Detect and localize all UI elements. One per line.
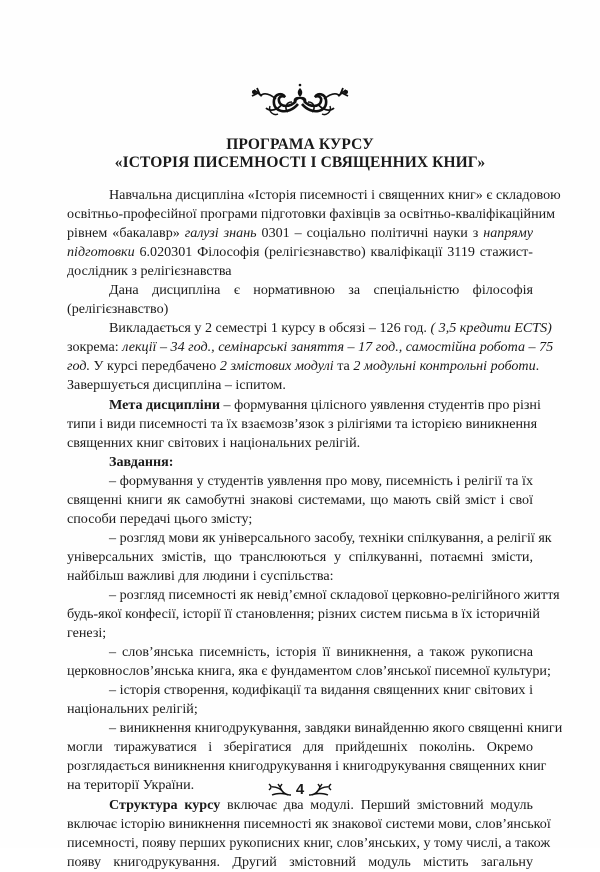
italic-text: підготовки: [67, 244, 135, 261]
text-line: національних релігій;: [67, 701, 198, 718]
bold-text: Структура курсу: [109, 796, 221, 813]
text-line: генезі;: [67, 625, 107, 642]
italic-text: лекції – 34 год., семінарські заняття – 17 год., самостійна робота – 75: [122, 339, 554, 356]
title-line-2: «ІСТОРІЯ ПИСЕМНОСТІ І СВЯЩЕННИХ КНИГ»: [114, 154, 486, 171]
text-line: священні книги як самобутні знакові системами, що мають свій зміст і свої: [67, 491, 533, 508]
text-line: типи і види писемності та їх взаємозв’язок з рілігіями та історією виникнення: [67, 415, 538, 432]
italic-text: галузі знань: [184, 225, 257, 242]
floral-ornament-icon: [248, 82, 352, 118]
bold-text: Завдання:: [109, 453, 174, 470]
text-line: будь-якої конфесії, історії її становлення; різних систем письма в їх історичній: [67, 606, 540, 623]
text-line: Викладається у 2 семестрі 1 курсу в обсязі – 126 год. ( 3,5 кредити ECTS): [109, 320, 552, 337]
text-line: Навчальна дисципліна «Історія писемності і священних книг» є складовою: [109, 187, 561, 203]
text-line: включає історію виникнення писемності як знакової системи мови, слов’янської: [67, 815, 551, 832]
text-line: Дана дисципліна є нормативною за спеціальністю філософія: [109, 282, 533, 299]
page-footer: [0, 781, 600, 799]
text-line: універсальних змістів, що транслюються у спілкуванні, потаємні змісти,: [67, 548, 533, 565]
italic-text: напряму: [483, 225, 533, 242]
text-line: освітньо-професійної програми підготовки фахівців за освітньо-кваліфікаційним: [67, 206, 556, 223]
text-line: Завершується дисципліна – іспитом.: [67, 377, 286, 394]
text-line: – формування у студентів уявлення про мову, писемність і релігії та їх: [109, 472, 533, 489]
text-line: розглядається виникнення книгодрукування і книгодрукування священних книг: [67, 758, 547, 775]
text-line: – виникнення книгодрукування, завдяки винайденню якого священні книги: [109, 720, 563, 737]
text-line: Мета дисципліни – формування цілісного уявлення студентів про різні: [109, 396, 541, 413]
floral-ornament-left-icon: [268, 783, 292, 797]
text-line: (релігієзнавство): [67, 301, 169, 318]
text-line: Структура курсу включає два модулі. Перший змістовний модуль: [109, 796, 533, 813]
bold-text: Мета дисципліни: [109, 396, 220, 413]
text-line: [67, 453, 533, 472]
text-line: найбільш важливі для людини і суспільства:: [67, 567, 334, 584]
text-line: рівнем «бакалавр» галузі знань 0301 – соціально політичні науки з напряму: [67, 225, 533, 242]
italic-text: 2 модульні контрольні роботи: [353, 358, 536, 375]
body-text: [67, 186, 563, 872]
text-line: дослідник з релігієзнавства: [67, 263, 232, 280]
text-line: – слов’янська писемність, історія її виникнення, а також рукописна: [109, 644, 533, 661]
page-number: 4: [295, 781, 305, 798]
italic-text: ( 3,5 кредити ECTS): [430, 320, 552, 337]
text-line: підготовки 6.020301 Філософія (релігієзнавство) кваліфікації 3119 стажист-: [67, 244, 533, 261]
course-title: [60, 136, 540, 172]
floral-ornament-right-icon: [308, 783, 332, 797]
text-line: на території України.: [67, 777, 195, 794]
text-line: появу книгодрукування. Другий змістовний модуль містить загальну: [67, 853, 533, 870]
text-line: церковнослов’янська книга, яка є фундаментом слов’янської писемної культури;: [67, 663, 551, 680]
text-line: – історія створення, кодифікації та видання священних книг світових і: [109, 682, 533, 699]
text-line: год. У курсі передбачено 2 змістових модулі та 2 модульні контрольні роботи.: [67, 358, 540, 375]
text-line: – розгляд мови як універсального засобу, техніки спілкування, а релігії як: [109, 529, 552, 546]
title-line-1: ПРОГРАМА КУРСУ: [226, 136, 374, 153]
italic-text: год.: [67, 358, 91, 375]
text-line: священних книг світових і національних релігій.: [67, 434, 361, 451]
text-line: способи передачі цього змісту;: [67, 510, 253, 527]
text-line: писемності, появу перших рукописних книг, слов’янських, у тому числі, а також: [67, 834, 551, 851]
text-line: зокрема: лекції – 34 год., семінарські заняття – 17 год., самостійна робота – 75: [67, 339, 554, 356]
text-line: – розгляд писемності як невід’ємної складової церковно-релігійного життя: [109, 586, 560, 603]
italic-text: 2 змістових модулі: [219, 358, 334, 375]
text-line: могли тиражуватися і зберігатися для прийдешніх поколінь. Окремо: [67, 739, 533, 756]
